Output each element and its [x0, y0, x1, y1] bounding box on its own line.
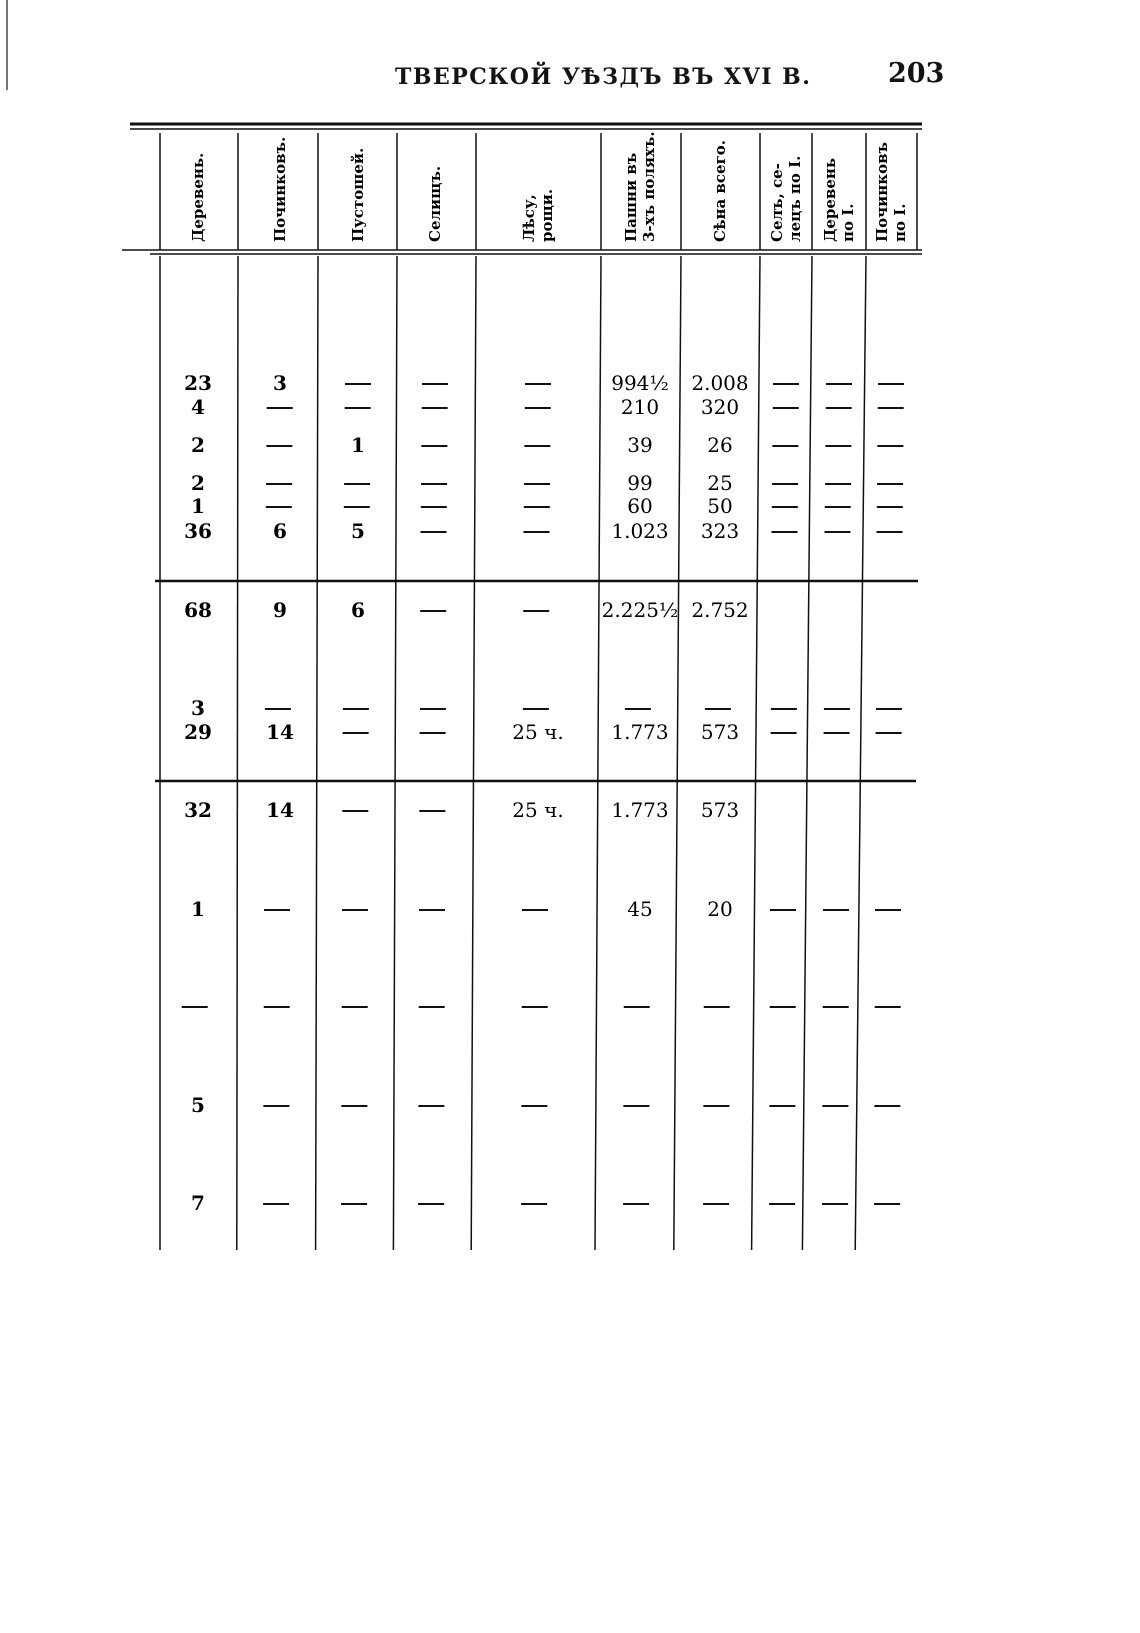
table-cell: 14 — [266, 720, 294, 744]
column-header-4: Селищъ. — [426, 165, 444, 242]
column-rule — [237, 256, 238, 1250]
column-header-10-line-2: по I. — [891, 203, 909, 242]
column-header-1: Деревень. — [189, 152, 207, 242]
table-cell: 7 — [191, 1191, 205, 1215]
column-rule — [595, 256, 601, 1250]
table-cell: 1 — [191, 897, 205, 921]
table-cell: 45 — [627, 897, 653, 921]
column-rule — [393, 256, 397, 1250]
column-rule — [802, 256, 812, 1250]
table-cell: 99 — [627, 471, 653, 495]
column-header-6-line-1: Пашни въ — [622, 152, 640, 242]
table-cell: 2.225½ — [601, 598, 679, 622]
table-cell: 25 ч. — [512, 720, 564, 744]
table-cell: 3 — [273, 371, 287, 395]
table-cell: 2 — [191, 471, 205, 495]
table-cell: 994½ — [611, 371, 669, 395]
table-cell: 14 — [266, 798, 294, 822]
column-rule — [471, 256, 476, 1250]
table-cell: 6 — [273, 519, 287, 543]
table-cell: 26 — [707, 433, 733, 457]
table-cell: 39 — [627, 433, 653, 457]
table-cell: 36 — [184, 519, 212, 543]
column-header-10-line-1: Починковъ — [873, 141, 891, 242]
column-rule — [316, 256, 318, 1250]
table-cell: 2.752 — [691, 598, 749, 622]
table-cell: 320 — [700, 395, 740, 419]
table-cell: 4 — [191, 395, 205, 419]
table-cell: 32 — [184, 798, 212, 822]
table-cell: 9 — [273, 598, 287, 622]
table-cell: 25 ч. — [512, 798, 564, 822]
table-cell: 20 — [707, 897, 733, 921]
column-rule — [752, 256, 760, 1250]
table-cell: 1.773 — [611, 798, 669, 822]
column-rule — [855, 256, 866, 1250]
table-cell: 5 — [351, 519, 365, 543]
column-header-9-line-1: Деревень — [821, 157, 839, 242]
column-header-2: Починковъ. — [271, 136, 289, 242]
page-number: 203 — [888, 58, 945, 89]
column-header-3: Пустошей. — [349, 147, 367, 242]
table-cell: 68 — [184, 598, 212, 622]
column-header-8-line-1: Селъ, се- — [768, 163, 786, 242]
column-header-5-line-1: Лѣсу, — [520, 194, 538, 242]
table-cell: 1 — [351, 433, 365, 457]
table-cell: 23 — [184, 371, 212, 395]
table-cell: 2.008 — [691, 371, 749, 395]
table-cell: 210 — [620, 395, 660, 419]
table-cell: 2 — [191, 433, 205, 457]
column-header-6-line-2: 3-хъ поляхъ. — [640, 131, 658, 242]
table-cell: 6 — [351, 598, 365, 622]
column-header-8-line-2: лецъ по I. — [786, 155, 804, 242]
table-cell: 29 — [184, 720, 212, 744]
table-cell: 573 — [700, 720, 740, 744]
column-rule — [674, 256, 681, 1250]
table-cell: 5 — [191, 1093, 205, 1117]
table-cell: 323 — [700, 519, 740, 543]
column-header-5-line-2: рощи. — [538, 188, 556, 242]
table-cell: 3 — [191, 696, 205, 720]
table-cell: 1 — [191, 494, 205, 518]
table-cell: 50 — [707, 494, 733, 518]
table-cell: 573 — [700, 798, 740, 822]
table-cell: 1.023 — [611, 519, 669, 543]
running-title: ТВЕРСКОЙ УѢЗДЪ ВЪ XVI В. — [395, 64, 812, 90]
column-header-7: Сѣна всего. — [711, 140, 729, 242]
table-cell: 1.773 — [611, 720, 669, 744]
table-cell: 25 — [707, 471, 733, 495]
column-header-9-line-2: по I. — [839, 203, 857, 242]
table-cell: 60 — [627, 494, 653, 518]
